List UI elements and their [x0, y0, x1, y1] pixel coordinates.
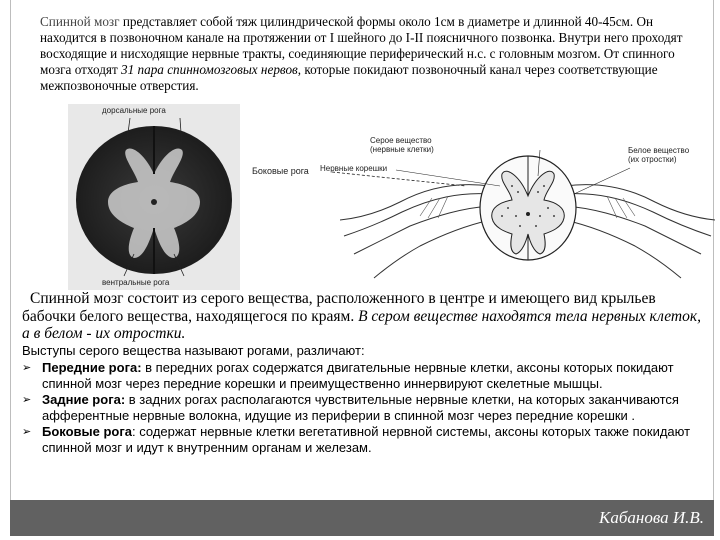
list-item	[22, 424, 702, 456]
main-plain-text: Спинной мозг состоит из серого вещества, расположенного в центре и имеющего вид крыльев бабочки белого вещества, находящегося по краям.	[22, 290, 656, 325]
list-text: в задних рогах располагаются чувствительные нервные клетки, на которых заканчиваются афферентные нервные волокна, идущие из периферии в спинной мозг через передние корешки .	[42, 392, 679, 423]
list-item	[22, 360, 702, 392]
footer-bar	[10, 500, 714, 536]
arrow-bullet-icon: ➢	[22, 362, 32, 374]
list-item	[22, 392, 702, 424]
list-term: Боковые рога	[42, 424, 133, 439]
intro-text-1: представляет собой тяж цилиндрической формы около 1см в диаметре и длинной 40-45см. Он находится в позвоночном канале на протяжении от I шейного до I-II поясничного позвонка. Внутри него проходят восходящие и нисходящие нервные тракты, соединяющие периферический н.с. с головным мозгом. От спинного мозга отходят	[40, 14, 683, 77]
intro-text-2: , которые покидают позвоночный канал через соответствующие межпозвоночные отверстия.	[40, 62, 658, 93]
cross-section-illustration	[68, 104, 240, 290]
list-term: Задние рога:	[42, 392, 126, 407]
frame-left-border	[10, 0, 11, 510]
horns-list	[22, 360, 702, 456]
intro-paragraph	[40, 14, 705, 94]
spinal-cord-section-photo	[68, 104, 240, 290]
spinal-cord-diagram	[320, 136, 715, 286]
intro-emphasis: 31 пара спинномозговых нервов	[121, 62, 298, 77]
spinal-cord-drawing	[340, 146, 715, 286]
gray-matter-label: Серое вещество (нервные клетки)	[370, 136, 434, 154]
author-name: Кабанова И.В.	[599, 508, 704, 527]
lateral-horns-label: Боковые рога	[252, 166, 309, 176]
dorsal-horns-label: дорсальные рога	[102, 106, 166, 115]
list-text: в передних рогах содержатся двигательные нервные клетки, аксоны которых покидают спинной мозг через передние корешки и преимущественно иннервируют скелетные мышцы.	[42, 360, 674, 391]
main-paragraph-text	[22, 290, 712, 343]
arrow-bullet-icon: ➢	[22, 426, 32, 438]
arrow-bullet-icon: ➢	[22, 394, 32, 406]
list-text: : содержат нервные клетки вегетативной нервной системы, аксоны которых также покидают спинной мозг и идут к внутренним органам и железам.	[42, 424, 691, 455]
list-term: Передние рога:	[42, 360, 142, 375]
ventral-horns-label: вентральные рога	[102, 278, 170, 287]
intro-lead: Спинной мозг	[40, 14, 120, 29]
main-italic-text: В сером веществе находятся тела нервных клеток, а в белом - их отростки.	[22, 307, 701, 342]
nerve-roots-label: Нервные корешки	[320, 164, 388, 173]
main-paragraph	[22, 290, 712, 343]
white-matter-label: Белое вещество (их отростки)	[628, 146, 690, 164]
horns-subheading: Выступы серого вещества называют рогами, различают:	[22, 343, 365, 358]
